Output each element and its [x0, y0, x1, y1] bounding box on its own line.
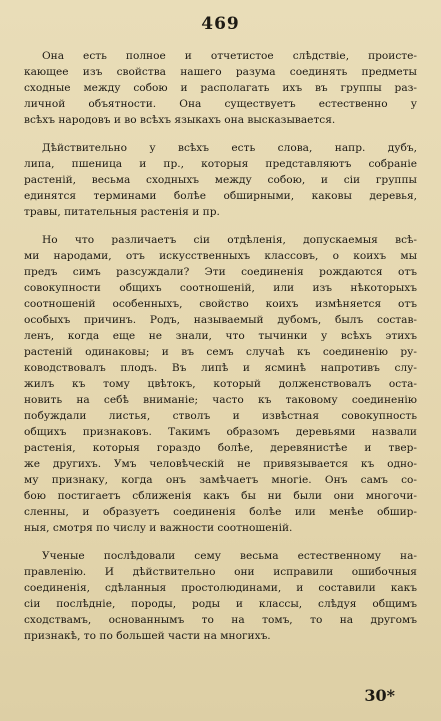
text-line: единятся терминами болѣе обширными, каковы деревья,: [24, 190, 417, 202]
text-line: бою постигаетъ сближенія какъ бы ни были они многочи-: [24, 490, 417, 502]
text-line: Но что различаетъ сіи отдѣленія, допускаемыя всѣ-: [42, 234, 417, 246]
text-line: признакѣ, то по большей части на многихъ.: [24, 630, 271, 642]
text-line: предъ симъ разсуждали? Эти соединенія рождаются отъ: [24, 266, 417, 278]
text-line: сходные между собою и располагать ихъ въ группы раз-: [24, 82, 417, 94]
paragraph: [24, 140, 417, 220]
text-line: Ученые послѣдовали сему весьма естественному на-: [42, 550, 417, 562]
text-line: Дѣйствительно у всѣхъ есть слова, напр. дубъ,: [42, 142, 417, 154]
text-line: растенія, которыя гораздо болѣе, деревянистѣе и твер-: [24, 442, 417, 454]
signature-mark: 30*: [364, 686, 395, 705]
text-line: растеній, весьма сходныхъ между собою, и сіи группы: [24, 174, 417, 186]
text-line: ленъ, когда еще не знали, что тычинки у всѣхъ этихъ: [24, 330, 417, 342]
text-line: кающее изъ свойства нашего разума соединять предметы: [24, 66, 417, 78]
text-line: побуждали листья, стволъ и извѣстная совокупность: [24, 410, 417, 422]
text-line: особыхъ причинъ. Родъ, называемый дубомъ, былъ состав-: [24, 314, 417, 326]
paragraph: [24, 48, 417, 128]
text-line: ководствовалъ плодъ. Въ липѣ и ясминѣ напротивъ слу-: [24, 362, 417, 374]
text-line: соотношеній особенныхъ, свойство коихъ измѣняется отъ: [24, 298, 417, 310]
text-line: новить на себѣ вниманіе; часто къ таковому соединенію: [24, 394, 417, 406]
text-line: сіи послѣдніе, породы, роды и классы, слѣдуя общимъ: [24, 598, 417, 610]
text-line: му признаку, когда онъ замѣчаетъ многіе. Онъ самъ со-: [24, 474, 417, 486]
text-line: совокупности общихъ соотношеній, или изъ нѣкоторыхъ: [24, 282, 417, 294]
text-line: липа, пшеница и пр., которыя представляютъ собраніе: [24, 158, 417, 170]
page-number: 469: [201, 14, 240, 34]
text-line: соединенія, сдѣланныя простолюдинами, и составили какъ: [24, 582, 417, 594]
paragraph: [24, 548, 417, 644]
text-line: ми народами, отъ искусственныхъ классовъ, о коихъ мы: [24, 250, 417, 262]
text-line: правленію. И дѣйствительно они исправили ошибочныя: [24, 566, 417, 578]
text-line: же другихъ. Умъ человѣческій не привязывается къ одно-: [24, 458, 417, 470]
text-line: растеній одинаковы; и въ семъ случаѣ къ соединенію ру-: [24, 346, 417, 358]
body-text: [24, 48, 417, 644]
text-line: всѣхъ народовъ и во всѣхъ языкахъ она высказывается.: [24, 114, 336, 126]
text-line: сленны, и образуетъ соединенія болѣе или менѣе обшир-: [24, 506, 417, 518]
paragraph: [24, 232, 417, 536]
text-line: жилъ къ тому цвѣтокъ, который долженствовалъ оста-: [24, 378, 417, 390]
text-line: ныя, смотря по числу и важности соотношеній.: [24, 522, 293, 534]
text-line: травы, питательныя растенія и пр.: [24, 206, 220, 218]
text-line: Она есть полное и отчетистое слѣдствіе, проистe-: [42, 50, 417, 62]
text-line: общихъ признаковъ. Такимъ образомъ деревьями назвали: [24, 426, 417, 438]
text-line: личной объятности. Она существуетъ естественно у: [24, 98, 417, 110]
text-line: сходствамъ, основаннымъ то на томъ, то на другомъ: [24, 614, 417, 626]
